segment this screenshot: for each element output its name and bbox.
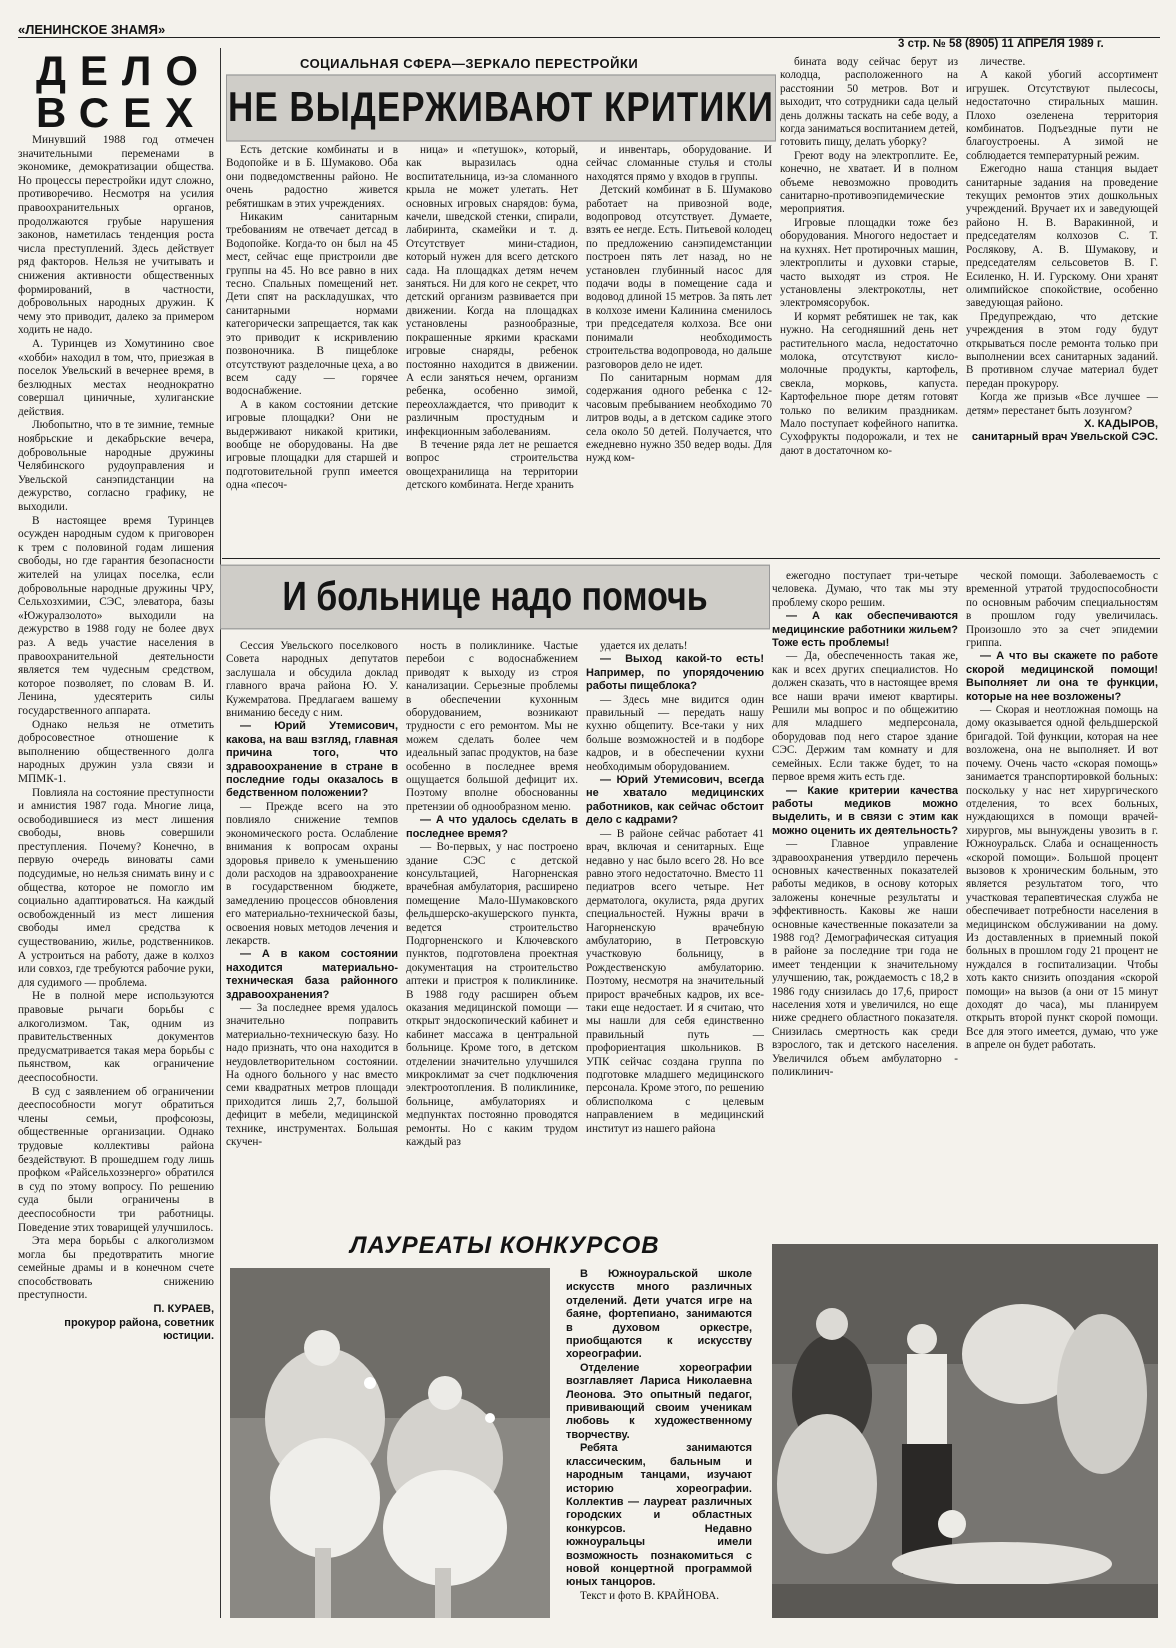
- article2-paragraph: Когда же призыв «Все лучшее — детям» перестанет быть лозунгом?: [966, 391, 1158, 417]
- article3-question: — А в каком состоянии находится материально-техническая база районного здравоохранения?: [226, 948, 398, 1001]
- article1-paragraph: Эта мера борьбы с алкоголизмом могла бы предотвратить многие семейные драмы и в конечном счете способствовать снижению преступности.: [18, 1235, 214, 1302]
- article2-column-4: [780, 56, 958, 550]
- dancers-photo-left: [230, 1268, 550, 1618]
- article1-title: [36, 47, 213, 136]
- article2-paragraph: И кормят ребятишек не так, как нужно. На сегодняшний день нет растительного масла, недостаточно молока, отсутствуют кисло-молочные продукты, картофель, свекла, морковь, капуста. Картофельное пюре детям готовят только по великим праздникам. Мало поступает кофейного напитка. Сухофрукты подорожали, и тех не дают в достаточном ко-: [780, 310, 958, 457]
- article4-paragraph: В Южноуральской школе искусств много различных отделений. Дети учатся игре на баяне, фортепиано, занимаются в духовом оркестре, приобщаются к искусству хореографии.: [566, 1268, 752, 1361]
- article3-paragraph: — За последнее время удалось значительно поправить материально-техническую базу. Но надо признать, что она находится в неудовлетворительном состоянии. На одного больного у нас вместо семи квадратных метров площади приходится лишь 2,7, большой дефицит в мебели, медицинской технике, инструментах. Большая скучен-: [226, 1001, 398, 1149]
- article3-column-4: [772, 570, 958, 1212]
- article3-column-3: [586, 640, 764, 1212]
- article3-paragraph: — Во-первых, у нас построено здание СЭС с детской консультацией, Нагорненская врачебная амбулатория, расширено помещение Мало-Шумаковского фельдшерско-акушерского пункта, ведется строительство Подгорненского и Ключевского пунктов, подготовлена проектная документация на строительство аптеки и пристроя к поликлинике. В 1988 году расширен объем оказания медицинской помощи — открыт эндоскопический кабинет и кабинет массажа в центральной больнице. Кроме того, в детском отделении значительно улучшился микроклимат за счет подключения электроотопления. В поликлинике, больнице, амбулаториях и медпунктах постоянно проводятся ремонты. Но с каким трудом каждый раз: [406, 841, 578, 1149]
- article3-question: — А как обеспечиваются медицинские работники жильем? Тоже есть проблемы!: [772, 610, 958, 650]
- article2-column-5: [966, 56, 1158, 550]
- article1-body: [18, 134, 214, 1614]
- article3-paragraph: — Скорая и неотложная помощь на дому оказывается одной фельдшерской бригадой. Той функции, которая на нее возложена, она не выполняет. И вот почему. Очень часто «скорая помощь» занимается транспортировкой больных: поскольку у нас нет хирургического отделения, то всех больных, нуждающихся в помощи врачей-хирургов, мы вынуждены увозить в г. Южноуральск. Слаба и оснащенность «скорой помощи». Большой процент вызовов к хроническим больным, это является результатом того, что участковая терапевтическая служба не обеспечивает потребности населения в медицинском обслуживании на дому. Из доставленных в приемный покой больных в прошлом году 21 процент не нуждался в госпитализации. Чтобы хоть както снизить опоздания «скорой помощи» на вызов (а они от 15 минут доходят до часа), мы планируем открыть второй пункт скорой помощи. Все для этого имеется, думаю, что уже в апреле он будет работать.: [966, 704, 1158, 1052]
- article1-paragraph: В суд с заявлением об ограничении дееспособности могут обратиться члены семьи, профсоюзы, общественные организации. Однако трудовые коллективы района бездействуют. В прошедшем году лишь профком «Райсельхозэнерго» обратился в суд по этому вопросу. По решению суда были ограничены в дееспособности три работницы. Поведение этих товарищей улучшилось.: [18, 1085, 214, 1234]
- article2-paragraph: Ежегодно наша станция выдает санитарные задания на проведение текущих ремонтов этих дошкольных учреждений. Вручает их и заведующей районо Н. В. Варакинной, и председателям колхозов С. Т. Рослякову, А. В. Шумакову, и председателям сельсоветов В. Г. Есиленко, Н. И. Гурскому. Они хранят олимпийское спокойствие, особенно заведующая районо.: [966, 163, 1158, 310]
- article3-column-5: [966, 570, 1158, 1212]
- article2-column-1: [226, 144, 398, 550]
- article2-title: НЕ ВЫДЕРЖИВАЮТ КРИТИКИ: [226, 74, 776, 141]
- article1-paragraph: В настоящее время Туринцев осужден народным судом к приговорен к трем с половиной годам лишения свободы, но где гарантия безопасности жителей на улицах поселка, если добровольные народные дружины ЧРУ, Сельхозхимии, СЭС, элеватора, базы «Южуралзолото» выходили на дежурство в 1988 году не более двух раз. А ведь участие населения в правоохранительной деятельности является тем чудесным средством, которое позволяет, по словам В. И. Ленина, удесятерить силы государственного аппарата.: [18, 514, 214, 717]
- article3-paragraph: — Главное управление здравоохранения утвердило перечень основных качественных показателей работы медиков, в основу которых заложены конечные результаты и эффективность. Каковы же наши основные качественные показатели за 1988 год? Демографическая ситуация в районе за последние три года не имеет тенденции к значительному улучшению, так, рождаемость с 18,2 в 1986 году снизилась до 17,6, прирост населения хотя и увеличился, но еще ниже среднего областного показателя. Снизилась смертность как среди взрослого, так и детского населения. Увеличился объем амбулаторно - поликлинич-: [772, 838, 958, 1079]
- dancers-photo-right: [772, 1244, 1158, 1618]
- article3-column-1: [226, 640, 398, 1212]
- article2-paragraph: Детский комбинат в Б. Шумаково работает на привозной воде, водопровод отсутствует. Думаете, взять ее негде. Есть. Питьевой колодец по предложению санэпидемстанции построен пять лет назад, но не установлен глубинный насос для подачи воды в помещение сада и водовод длиной 15 метров. За пять лет в колхозе имени Калинина сменилось три председателя колхоза. Все они понимали необходимость строительства водопровода, но дальше разговоров дело не идет.: [586, 184, 772, 371]
- article2-signature-name: Х. КАДЫРОВ,: [1084, 417, 1158, 430]
- article1-paragraph: Повлияла на состояние преступности и амнистия 1987 года. Многие лица, освободившиеся из мест лишения свободы, вновь совершили преступления. Почему? Конечно, в первую очередь виноваты сами подсудимые, но нельзя снимать вину и с общества, которое не помогло им социально адаптироваться. На каждый освобожденный из мест лишения свободы имел средства к существованию, жилье, родственников. А устроиться на работу, даже в колхоз или совхоз, где требуются рабочие руки, для судимого — проблема.: [18, 786, 214, 989]
- article4-paragraph: Ребята занимаются классическим, бальным и народным танцами, изучают историю хореографии. Коллектив — лауреат различных городских и областных конкурсов. Недавно южноуральцы имели возможность познакомиться с новой концертной программой юных танцоров.: [566, 1442, 752, 1589]
- article3-paragraph: ежегодно поступает три-четыре человека. Думаю, что так мы эту проблему скоро решим.: [772, 570, 958, 609]
- article2-bottom-rule: [222, 558, 1160, 559]
- article1-signature-role: прокурор района, советник юстиции.: [64, 1316, 214, 1343]
- article2-paragraph: Никаким санитарным требованиям не отвечает детсад в Водопойке. Когда-то он был на 45 мест, сейчас еще пристроили две группы на 45. Но все равно в них тесно. Спальных помещений нет. Дети спят на раскладушках, что санитарными нормами категорически запрещается, так как это приводит к искривлению позвоночника. В пищеблоке отсутствуют разделочные цеха, а во всем саду — горячее водоснабжение.: [226, 211, 398, 398]
- masthead-paper-name: «ЛЕНИНСКОЕ ЗНАМЯ»: [18, 22, 166, 37]
- article2-paragraph: В течение ряда лет не решается вопрос строительства овощехранилища на территории детского комбината. Негде хранить: [406, 438, 578, 492]
- article3-paragraph: — Здесь мне видится один правильный — передать нашу кухню общепиту. Все-таки у них больше возможностей и в подборе кадров, и в обеспечении кухни необходимым оборудованием.: [586, 693, 764, 773]
- article1-title-line1: ДЕЛО: [36, 47, 213, 94]
- section-rubric: СОЦИАЛЬНАЯ СФЕРА—ЗЕРКАЛО ПЕРЕСТРОЙКИ: [300, 56, 639, 71]
- article3-paragraph: удается их делать!: [600, 640, 688, 652]
- article1-title-line2: ВСЕХ: [36, 89, 208, 136]
- article1-paragraph: Не в полной мере используются правовые рычаги борьбы с алкоголизмом. Так, одним из правительственных документов предусматривается такая мера борьбы с пьянством, как ограничение дееспособности.: [18, 990, 214, 1084]
- article1-paragraph: Минувший 1988 год отмечен значительными переменами в экономике, демократизации общества. Но процессы перестройки идут сложно, противоречиво. Несмотря на усилия правоохранительных органов, продолжаются грубые нарушения законов, наметилась тенденция роста числа преступлений. Здесь действует ряд факторов. Нельзя не учитывать и снижения активности общественных формирований, в частности, добровольных народных дружин. К чему это приводит, далеко за примером ходить не надо.: [18, 134, 214, 337]
- article2-paragraph: По санитарным нормам для содержания одного ребенка с 12-часовым пребыванием необходимо 70 литров воды, а в детском садике этого села около 50 детей. Получается, что ежедневно нужно 350 ведер воды. Для нужд ком-: [586, 371, 772, 465]
- article2-paragraph: Есть детские комбинаты и в Водопойке и в Б. Шумаково. Оба они подведомственны районо. Не очень радостно живется ребятишкам в этих учреждениях.: [226, 144, 398, 210]
- article4-paragraph: Отделение хореографии возглавляет Лариса Николаевна Леонова. Это опытный педагог, прививающий своим ученикам любовь к художественному творчеству.: [566, 1361, 752, 1441]
- article2-paragraph: ница» и «петушок», который, как выразилась одна воспитательница, из-за сломанного крыла не может улетать. Нет основных игровых снарядов: бума, качели, шведской стенки, спирали, лабиринта, скамейки и т. д. Отсутствует мини-стадион, который нужен для всего детского сада. На площадках детям нечем заняться. Ни для кого не секрет, что детский организм развивается при движении. Когда на площадках установлены разнообразные, покрашенные яркими красками игровые снаряды, ребенок постоянно находится в движении. А если заняться нечем, организм ребенка, особенно зимой, переохлаждается, что приводит к различным простудным и инфекционным заболеваниям.: [406, 144, 578, 438]
- article1-signature-name: П. КУРАЕВ,: [153, 1303, 214, 1316]
- article3-paragraph: ность в поликлинике. Частые перебои с водоснабжением приводят к выходу из строя канализации. Серьезные проблемы в обеспечении кухонным оборудованием, возникают трудности с его ремонтом. Мы не можем сделать более чем идеальный запас продуктов, на базе особенно в последнее время ощущается большой дефицит их. Поэтому вполне обоснованны претензии об однообразном меню.: [406, 640, 578, 813]
- column-divider: [220, 48, 221, 1618]
- article2-paragraph: личестве.: [980, 56, 1026, 68]
- article3-question: — Юрий Утемисович, какова, на ваш взгляд, главная причина того, что здравоохранение в стране в последние годы оказалось в бедственном положении?: [226, 720, 398, 800]
- article2-paragraph: бината воду сейчас берут из колодца, расположенного на расстоянии 50 метров. Вот и выходит, что сотрудники сада целый день должны таскать на себе воду, а когда заниматься воспитанием детей, готовить пищу, делать уборку?: [780, 56, 958, 149]
- article3-paragraph: — Прежде всего на это повлияло снижение темпов экономического роста. Ослабление внимания к вопросам охраны здоровья привело к уменьшению доли расходов на здравоохранение в государственном бюджете, замедлению процессов обновления его материально-технической базы, освоения новых методов лечения и лекарств.: [226, 800, 398, 947]
- article2-paragraph: Греют воду на электроплите. Ее, конечно, не хватает. И в полном объеме невозможно проводить санитарно-противоэпидемические мероприятия.: [780, 149, 958, 216]
- article2-column-3: [586, 144, 772, 550]
- article1-paragraph: Однако нельзя не отметить добросовестное отношение к выполнению общественного долга народных дружин узла связи и МПМК-1.: [18, 718, 214, 785]
- article2-signature-role: санитарный врач Увельской СЭС.: [971, 431, 1158, 444]
- article1-paragraph: А. Туринцев из Хомутинино свое «хобби» находил в том, что, приезжая в поселок Увельский в вечернее время, в безлюдных местах неоднократно совершал циничные, хулиганские действия.: [18, 337, 214, 418]
- dancers-photo-left-image: [230, 1268, 550, 1618]
- masthead-issue-info: 3 стр. № 58 (8905) 11 АПРЕЛЯ 1989 г.: [898, 38, 1104, 50]
- article2-paragraph: А какой убогий ассортимент игрушек. Отсутствуют пылесосы, недостаточно стиральных машин. Плохо озеленена территория комбинатов. Подъездные пути не благоустроены. А зимой не соблюдается температурный режим.: [966, 69, 1158, 162]
- article4-title: ЛАУРЕАТЫ КОНКУРСОВ: [350, 1232, 660, 1259]
- article3-question: — А что удалось сделать в последнее время?: [406, 814, 578, 840]
- article2-column-2: [406, 144, 578, 550]
- article3-question: — Какие критерии качества работы медиков можно выделить, и в связи с этим как можно оценить их деятельность?: [772, 784, 958, 837]
- article2-paragraph: Игровые площадки тоже без оборудования. Многого недостает и на кухнях. Нет протирочных машин, электроплиты и духовки старые, часто выходят из строя. Не установлены электрокотлы, нет электромясорубок.: [780, 216, 958, 310]
- article3-column-2: [406, 640, 578, 1212]
- article2-paragraph: А в каком состоянии детские игровые площадки? Они не выдерживают никакой критики, вообще не оборудованы. На две игровые площадки для старшей и подготовительной групп имеется одна «песоч-: [226, 398, 398, 492]
- article3-paragraph: ческой помощи. Заболеваемость с временной утратой трудоспособности по основным рабочим специальностям в прошлом году увеличилась. Произошло это за счет эпидемии гриппа.: [966, 570, 1158, 650]
- article1-paragraph: Любопытно, что в те зимние, темные ноябрьские и декабрьские вечера, добровольные народные дружины Челябинского рудоуправления и Увельской санэпидстанции на дежурство, согласно графику, не выходили.: [18, 419, 214, 514]
- article2-paragraph: и инвентарь, оборудование. И сейчас сломанные стулья и столы находятся прямо у входов в группы.: [586, 144, 772, 183]
- article2-paragraph: Предупреждаю, что детские учреждения в этом году будут открываться после ремонта только при выполнении всех санитарных заданий. В противном случае материал будет передан прокурору.: [966, 310, 1158, 390]
- article3-paragraph: — В районе сейчас работает 41 врач, включая и сенитарных. Еще недавно у нас было всего 28. Но все равно этого недостаточно. Вместо 11 педиатров всего четыре. Нет дерматолога, окулиста, ряда других специальностей. Нужны врачи в Нагорненскую врачебную амбулаторию, в Петровскую участковую больницу, в Рождественскую амбулаторию. Поэтому, несмотря на значительный прирост врачебных кадров, их все-таки еще недостает. И я считаю, что мы нашли для себя единственно правильный путь — профориентация школьников. В УПК сейчас создана группа по подготовке младшего медицинского персонала. Кроме этого, по решению облисполкома с целевым направлением в медицинский институт из нашего района: [586, 827, 764, 1135]
- masthead-rule: [18, 37, 1160, 38]
- article3-question: — А что вы скажете по работе скорой медицинской помощи! Выполняет ли она те функции, которые на нее возложены?: [966, 650, 1158, 703]
- article4-body: [566, 1268, 752, 1618]
- article3-question: — Выход какой-то есть! Например, по упорядочению работы пищеблока?: [586, 653, 764, 693]
- article3-paragraph: Сессия Увельского поселкового Совета народных депутатов заслушала и обсудила доклад главного врача района Ю. У. Кужемратова. Предлагаем вашему вниманию беседу с ним.: [226, 640, 398, 720]
- dancers-photo-right-image: [772, 1244, 1158, 1618]
- article3-paragraph: — Да, обеспеченность такая же, как и всех других специалистов. Но должен сказать, что в настоящее время все наши врачи имеют квартиры. Решили мы вопрос и по общежитию для младшего медперсонала, оборудовав под него старое здание СЭС. Держим там комнату и для семейных. Если также будет, то на первое время жить есть где.: [772, 650, 958, 784]
- article4-credit: Текст и фото В. КРАЙНОВА.: [580, 1589, 720, 1602]
- article3-title: И больнице надо помочь: [220, 565, 770, 630]
- article3-question: — Юрий Утемисович, всегда не хватало медицинских работников, как сейчас обстоит дело с кадрами?: [586, 774, 764, 827]
